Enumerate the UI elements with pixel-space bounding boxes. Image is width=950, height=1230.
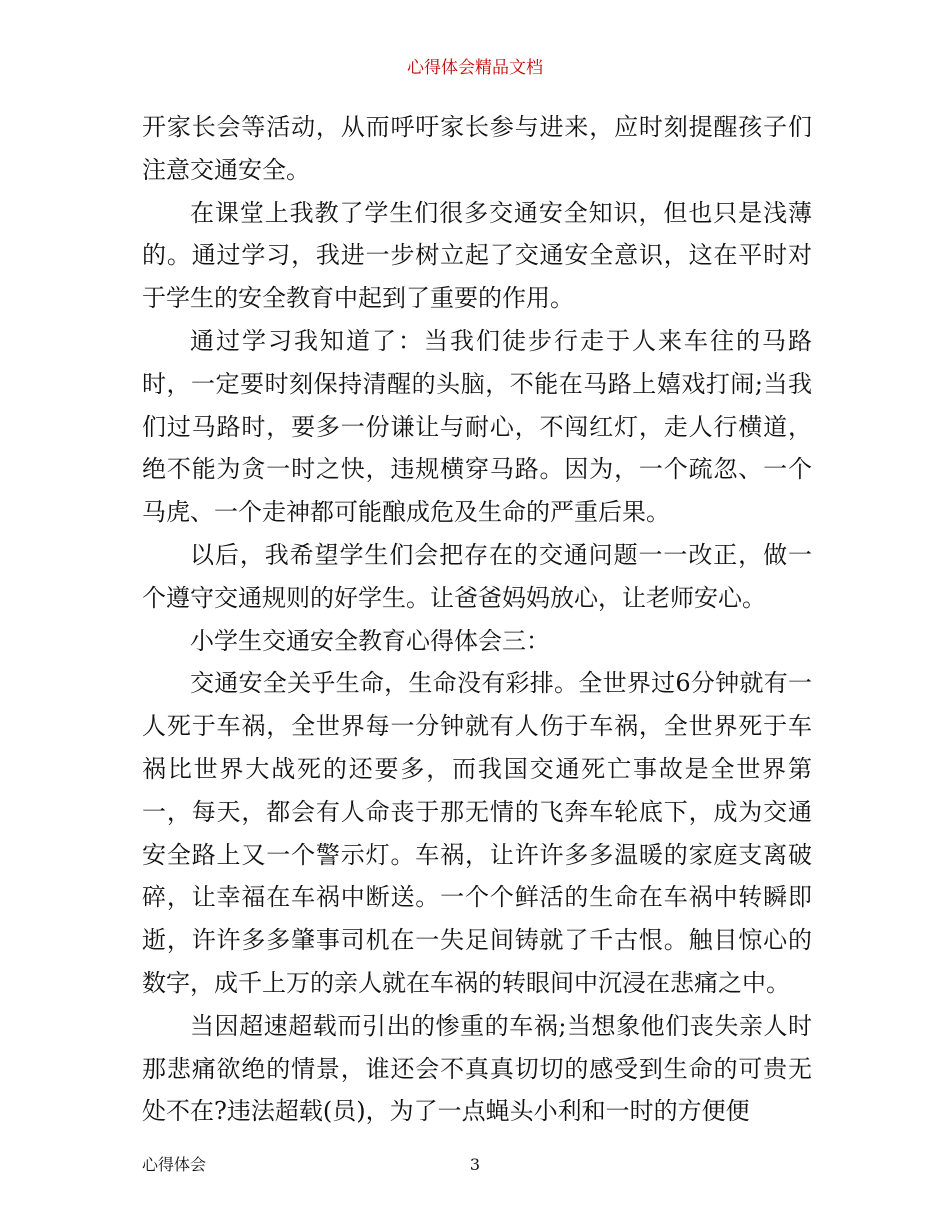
page-number: 3 bbox=[469, 1155, 481, 1174]
paragraph: 在课堂上我教了学生们很多交通安全知识，但也只是浅薄的。通过学习，我进一步树立起了交通安全意识，这在平时对于学生的安全教育中起到了重要的作用。 bbox=[142, 198, 812, 313]
paragraph: 以后，我希望学生们会把存在的交通问题一一改正，做一个遵守交通规则的好学生。让爸爸妈妈放心，让老师安心。 bbox=[142, 540, 812, 612]
paragraph: 交通安全关乎生命，生命没有彩排。全世界过6分钟就有一人死于车祸，全世界每一分钟就有人伤于车祸，全世界死于车祸比世界大战死的还要多，而我国交通死亡事故是全世界第一，每天，都会有人命丧于那无情的飞奔车轮底下，成为交通安全路上又一个警示灯。车祸，让许许多多温暖的家庭支离破碎，让幸福在车祸中断送。一个个鲜活的生命在车祸中转瞬即逝，许许多多肇事司机在一失足间铸就了千古恨。触目惊心的数字，成千上万的亲人就在车祸的转眼间中沉浸在悲痛之中。 bbox=[142, 669, 812, 997]
section-heading: 小学生交通安全教育心得体会三： bbox=[190, 626, 550, 655]
document-body bbox=[142, 106, 812, 1133]
paragraph: 当因超速超载而引出的惨重的车祸;当想象他们丧失亲人时那悲痛欲绝的情景，谁还会不真真切切的感受到生命的可贵无处不在?违法超载(员)，为了一点蝇头小利和一时的方便便 bbox=[142, 1011, 812, 1126]
footer-label: 心得体会 bbox=[142, 1155, 207, 1174]
paragraph: 通过学习我知道了：当我们徒步行走于人来车往的马路时，一定要时刻保持清醒的头脑，不能在马路上嬉戏打闹;当我们过马路时，要多一份谦让与耐心，不闯红灯，走人行横道，绝不能为贪一时之快，违规横穿马路。因为，一个疏忽、一个马虎、一个走神都可能酿成危及生命的严重后果。 bbox=[142, 326, 812, 527]
paragraph: 开家长会等活动，从而呼吁家长参与进来，应时刻提醒孩子们注意交通安全。 bbox=[142, 113, 812, 184]
page-header-title: 心得体会精品文档 bbox=[407, 58, 543, 78]
